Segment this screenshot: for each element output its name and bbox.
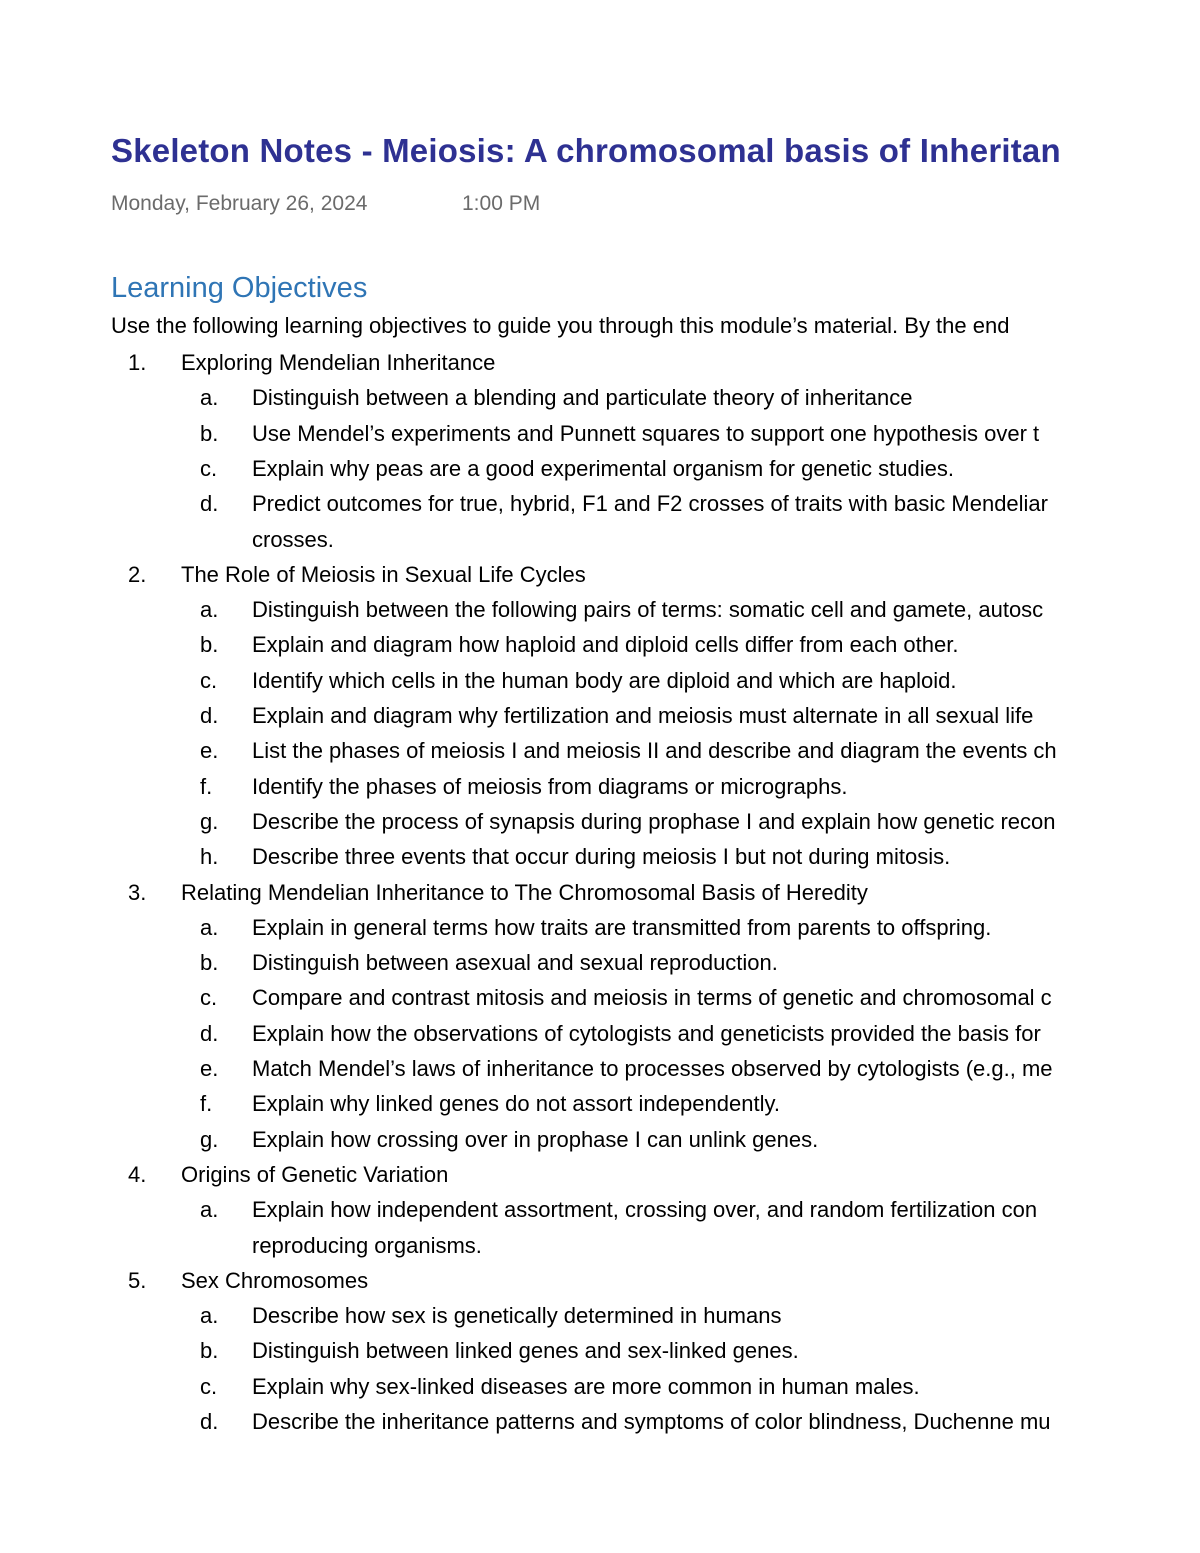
sub-objective-text: Describe the process of synapsis during prophase I and explain how genetic recon [252, 809, 1056, 834]
objective-item [0, 1268, 1200, 1298]
sub-objective-letter: b. [200, 1338, 219, 1363]
sub-objective-letter: f. [200, 1091, 213, 1116]
objective-number: 3. [128, 880, 147, 905]
sub-objective-letter: b. [200, 632, 219, 657]
sub-objective-text: Explain why sex-linked diseases are more common in human males. [252, 1374, 920, 1399]
sub-objective-continuation-text: reproducing organisms. [252, 1233, 482, 1258]
sub-objective-item [0, 809, 1200, 839]
objective-number: 5. [128, 1268, 147, 1293]
sub-objective-letter: b. [200, 421, 219, 446]
sub-objective-item [0, 1409, 1200, 1439]
section-heading: Learning Objectives [111, 272, 368, 304]
sub-objective-text: Explain and diagram how haploid and diploid cells differ from each other. [252, 632, 959, 657]
sub-objective-continuation [0, 527, 1200, 557]
sub-objective-item [0, 1197, 1200, 1227]
sub-objective-letter: b. [200, 950, 219, 975]
sub-objective-text: Explain why linked genes do not assort independently. [252, 1091, 780, 1116]
sub-objective-text: Describe three events that occur during meiosis I but not during mitosis. [252, 844, 951, 869]
sub-objective-item [0, 738, 1200, 768]
sub-objective-text: Explain why peas are a good experimental organism for genetic studies. [252, 456, 954, 481]
objective-label: The Role of Meiosis in Sexual Life Cycles [181, 562, 586, 587]
sub-objective-text: Explain how independent assortment, crossing over, and random fertilization con [252, 1197, 1038, 1222]
sub-objective-item [0, 950, 1200, 980]
sub-objective-letter: e. [200, 1056, 219, 1081]
sub-objective-letter: d. [200, 1409, 219, 1434]
sub-objective-item [0, 915, 1200, 945]
sub-objective-item [0, 1303, 1200, 1333]
sub-objective-text: Describe the inheritance patterns and symptoms of color blindness, Duchenne mu [252, 1409, 1051, 1434]
sub-objective-item [0, 385, 1200, 415]
sub-objective-text: Explain in general terms how traits are transmitted from parents to offspring. [252, 915, 992, 940]
sub-objective-text: Use Mendel’s experiments and Punnett squares to support one hypothesis over t [252, 421, 1040, 446]
sub-objective-letter: e. [200, 738, 219, 763]
sub-objective-text: Distinguish between linked genes and sex-linked genes. [252, 1338, 799, 1363]
objective-item [0, 880, 1200, 910]
sub-objective-letter: a. [200, 597, 219, 622]
objective-number: 2. [128, 562, 147, 587]
sub-objective-item [0, 668, 1200, 698]
objective-label: Sex Chromosomes [181, 1268, 369, 1293]
note-time: 1:00 PM [462, 192, 541, 215]
page-title: Skeleton Notes - Meiosis: A chromosomal basis of Inheritan [111, 132, 1061, 169]
objective-number: 1. [128, 350, 147, 375]
objective-label: Origins of Genetic Variation [181, 1162, 449, 1187]
sub-objective-text: Describe how sex is genetically determined in humans [252, 1303, 782, 1328]
sub-objective-letter: d. [200, 1021, 219, 1046]
sub-objective-item [0, 1021, 1200, 1051]
sub-objective-letter: c. [200, 456, 218, 481]
sub-objective-item [0, 985, 1200, 1015]
sub-objective-letter: c. [200, 668, 218, 693]
sub-objective-text: Identify the phases of meiosis from diagrams or micrographs. [252, 774, 848, 799]
sub-objective-item [0, 1091, 1200, 1121]
sub-objective-text: Distinguish between the following pairs of terms: somatic cell and gamete, autosc [252, 597, 1044, 622]
sub-objective-item [0, 1056, 1200, 1086]
sub-objective-text: Explain how the observations of cytologists and geneticists provided the basis for [252, 1021, 1041, 1046]
sub-objective-item [0, 774, 1200, 804]
sub-objective-item [0, 632, 1200, 662]
sub-objective-item [0, 421, 1200, 451]
section-intro: Use the following learning objectives to guide you through this module’s material. By the end [111, 313, 1010, 338]
objective-label: Relating Mendelian Inheritance to The Chromosomal Basis of Heredity [181, 880, 868, 905]
sub-objective-continuation [0, 1233, 1200, 1263]
note-date: Monday, February 26, 2024 [111, 192, 368, 215]
sub-objective-letter: a. [200, 1303, 219, 1328]
sub-objective-text: Distinguish between asexual and sexual reproduction. [252, 950, 778, 975]
sub-objective-text: Explain and diagram why fertilization and meiosis must alternate in all sexual life [252, 703, 1034, 728]
sub-objective-text: Identify which cells in the human body are diploid and which are haploid. [252, 668, 957, 693]
sub-objective-letter: c. [200, 1374, 218, 1399]
sub-objective-letter: a. [200, 915, 219, 940]
objective-number: 4. [128, 1162, 147, 1187]
sub-objective-letter: h. [200, 844, 219, 869]
objective-item [0, 1162, 1200, 1192]
sub-objective-text: Distinguish between a blending and particulate theory of inheritance [252, 385, 913, 410]
sub-objective-item [0, 597, 1200, 627]
sub-objective-continuation-text: crosses. [252, 527, 334, 552]
sub-objective-letter: d. [200, 491, 219, 516]
sub-objective-item [0, 1338, 1200, 1368]
objective-item [0, 562, 1200, 592]
sub-objective-item [0, 1127, 1200, 1157]
sub-objective-letter: g. [200, 809, 219, 834]
objective-item [0, 350, 1200, 380]
sub-objective-text: Predict outcomes for true, hybrid, F1 and F2 crosses of traits with basic Mendeliar [252, 491, 1048, 516]
sub-objective-letter: f. [200, 774, 213, 799]
sub-objective-text: List the phases of meiosis I and meiosis II and describe and diagram the events ch [252, 738, 1057, 763]
sub-objective-item [0, 456, 1200, 486]
sub-objective-text: Compare and contrast mitosis and meiosis in terms of genetic and chromosomal c [252, 985, 1052, 1010]
sub-objective-text: Match Mendel’s laws of inheritance to processes observed by cytologists (e.g., me [252, 1056, 1053, 1081]
objective-label: Exploring Mendelian Inheritance [181, 350, 496, 375]
sub-objective-item [0, 844, 1200, 874]
sub-objective-letter: g. [200, 1127, 219, 1152]
sub-objective-letter: d. [200, 703, 219, 728]
sub-objective-text: Explain how crossing over in prophase I can unlink genes. [252, 1127, 819, 1152]
sub-objective-item [0, 491, 1200, 521]
sub-objective-letter: c. [200, 985, 218, 1010]
sub-objective-item [0, 1374, 1200, 1404]
sub-objective-item [0, 703, 1200, 733]
sub-objective-letter: a. [200, 385, 219, 410]
sub-objective-letter: a. [200, 1197, 219, 1222]
